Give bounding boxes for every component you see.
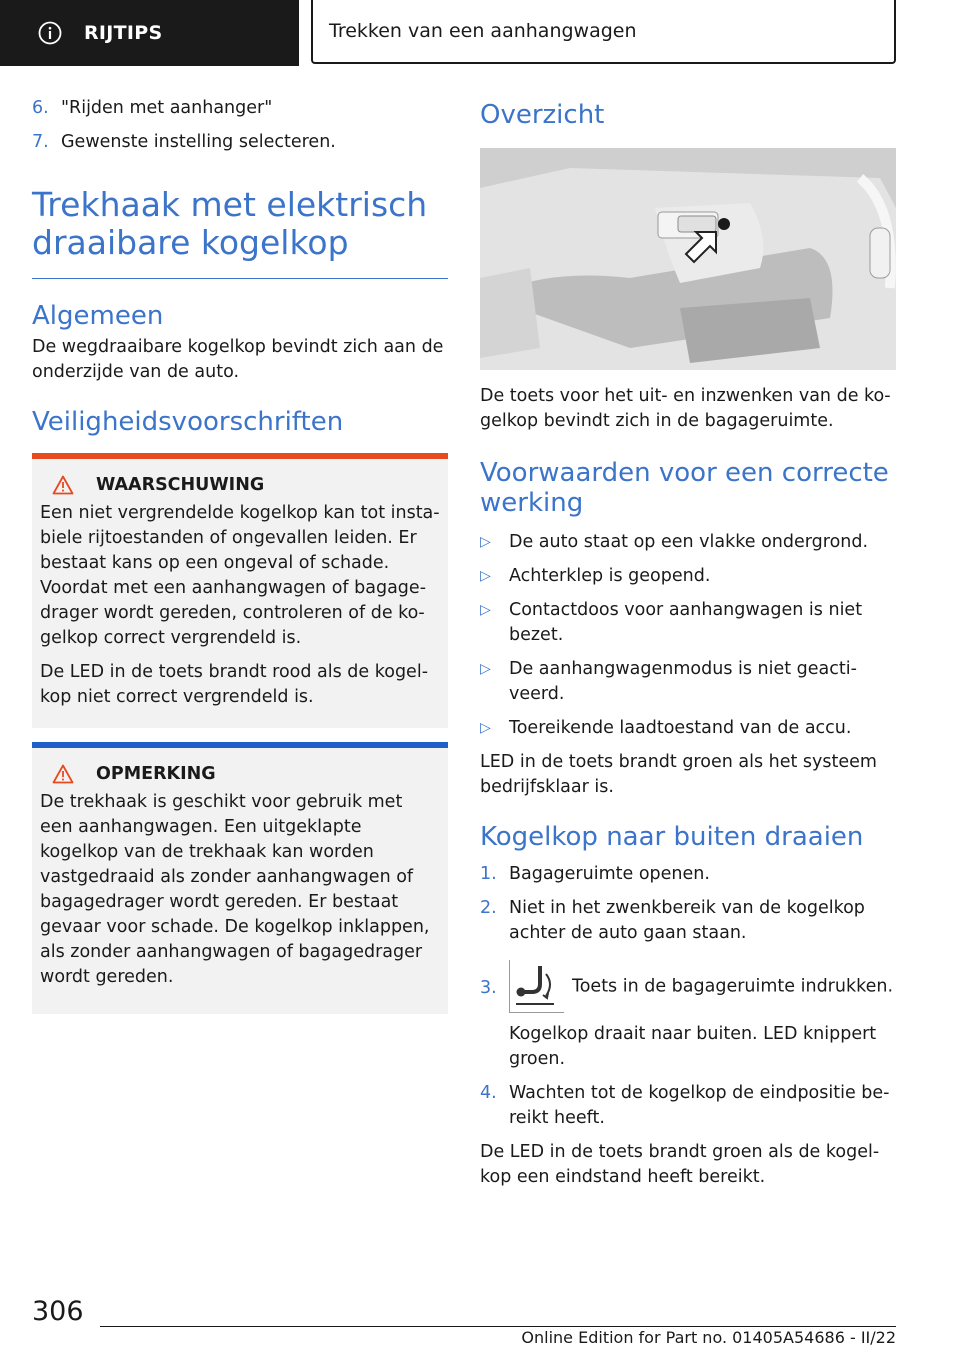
list-item: 3. Toets in de bagageruimte indrukken. <box>480 960 896 1013</box>
conditions-heading: Voorwaarden voor een correcte werking <box>480 458 889 518</box>
rotate-out-heading: Kogelkop naar buiten draaien <box>480 822 864 852</box>
chapter-tab <box>311 0 896 64</box>
title-line-1: Trekhaak met elektrisch <box>32 185 428 224</box>
page-title <box>32 186 448 262</box>
title-line-2: draaibare kogelkop <box>32 223 349 262</box>
triangle-bullet-icon: ▷ <box>480 720 491 736</box>
note-title: OPMERKING <box>96 764 216 784</box>
triangle-bullet-icon: ▷ <box>480 602 491 618</box>
section-tab <box>0 0 299 66</box>
list-item: ▷ Toereikende laadtoestand van de accu. <box>480 716 896 741</box>
warning-text-1: Een niet vergrendelde kogelkop kan tot instabiele rijtoestanden of ongevallen leiden. Er bestaat kans op een ongeval of schade. Voordat met een aanhangwagen of bagagedrager wordt gereden, controleren of de kogelkop correct vergrendeld is. <box>40 503 440 648</box>
list-item: ▷ De aanhangwagenmodus is niet geactiveerd. <box>480 657 896 707</box>
left-column <box>32 96 448 1014</box>
triangle-bullet-icon: ▷ <box>480 534 491 550</box>
page-number: 306 <box>32 1296 84 1327</box>
safety-heading: Veiligheidsvoorschriften <box>32 407 344 437</box>
step-number: 6. <box>32 98 49 118</box>
list-item <box>32 96 448 121</box>
section-label: RIJTIPS <box>84 22 163 44</box>
list-item: 1. Bagageruimte openen. <box>480 864 710 884</box>
photo-caption: De toets voor het uit- en inzwenken van de kogelkop bevindt zich in de bagageruimte. <box>480 386 891 431</box>
step-3-result: Kogelkop draait naar buiten. LED knippert groen. <box>509 1024 877 1069</box>
warning-title: WAARSCHUWING <box>96 475 265 495</box>
list-item: ▷ De auto staat op een vlakke ondergrond. <box>480 530 896 555</box>
warning-box <box>32 453 448 728</box>
list-item <box>32 130 448 155</box>
list-item: ▷ Contactdoos voor aanhangwagen is niet bezet. <box>480 598 896 648</box>
step-text: Gewenste instelling selecteren. <box>61 132 336 152</box>
step-text: "Rijden met aanhanger" <box>61 98 273 118</box>
list-item: 4. Wachten tot de kogelkop de eindpositie bereikt heeft. <box>480 1083 890 1128</box>
end-position-text: De LED in de toets brandt groen als de kogelkop een eindstand heeft bereikt. <box>480 1142 880 1187</box>
tow-hook-button-icon <box>509 960 564 1013</box>
edition-note: Online Edition for Part no. 01405A54686 - II/22 <box>521 1328 896 1347</box>
triangle-bullet-icon: ▷ <box>480 568 491 584</box>
note-text: De trekhaak is geschikt voor gebruik met een aanhangwagen. Een uitgeklapte kogelkop van de trekhaak kan worden vastgedraaid als zonder aanhangwagen of bagagedrager wordt gereden. Er bestaat gevaar voor schade. De kogelkop inklappen, als zonder aanhangwagen of bagagedrager wordt gereden. <box>40 792 430 987</box>
trunk-photo <box>480 148 896 370</box>
triangle-bullet-icon: ▷ <box>480 661 491 677</box>
info-icon <box>38 21 62 45</box>
overview-heading: Overzicht <box>480 100 605 130</box>
algemeen-text: De wegdraaibare kogelkop bevindt zich aan de onderzijde van de auto. <box>32 337 444 382</box>
page-header <box>0 0 960 66</box>
footer-divider <box>100 1326 896 1327</box>
chapter-label: Trekken van een aanhangwagen <box>329 20 637 42</box>
list-item: ▷ Achterklep is geopend. <box>480 564 896 589</box>
led-status-text: LED in de toets brandt groen als het systeem bedrijfsklaar is. <box>480 752 877 797</box>
step-number: 7. <box>32 132 49 152</box>
list-item: 2. Niet in het zwenkbereik van de kogelkop achter de auto gaan staan. <box>480 898 865 943</box>
warning-triangle-icon <box>52 475 74 495</box>
algemeen-heading: Algemeen <box>32 301 164 331</box>
warning-triangle-icon <box>52 764 74 784</box>
note-box <box>32 742 448 1014</box>
right-column <box>480 96 896 1190</box>
warning-text-2: De LED in de toets brandt rood als de kogelkop niet correct vergrendeld is. <box>40 662 429 707</box>
